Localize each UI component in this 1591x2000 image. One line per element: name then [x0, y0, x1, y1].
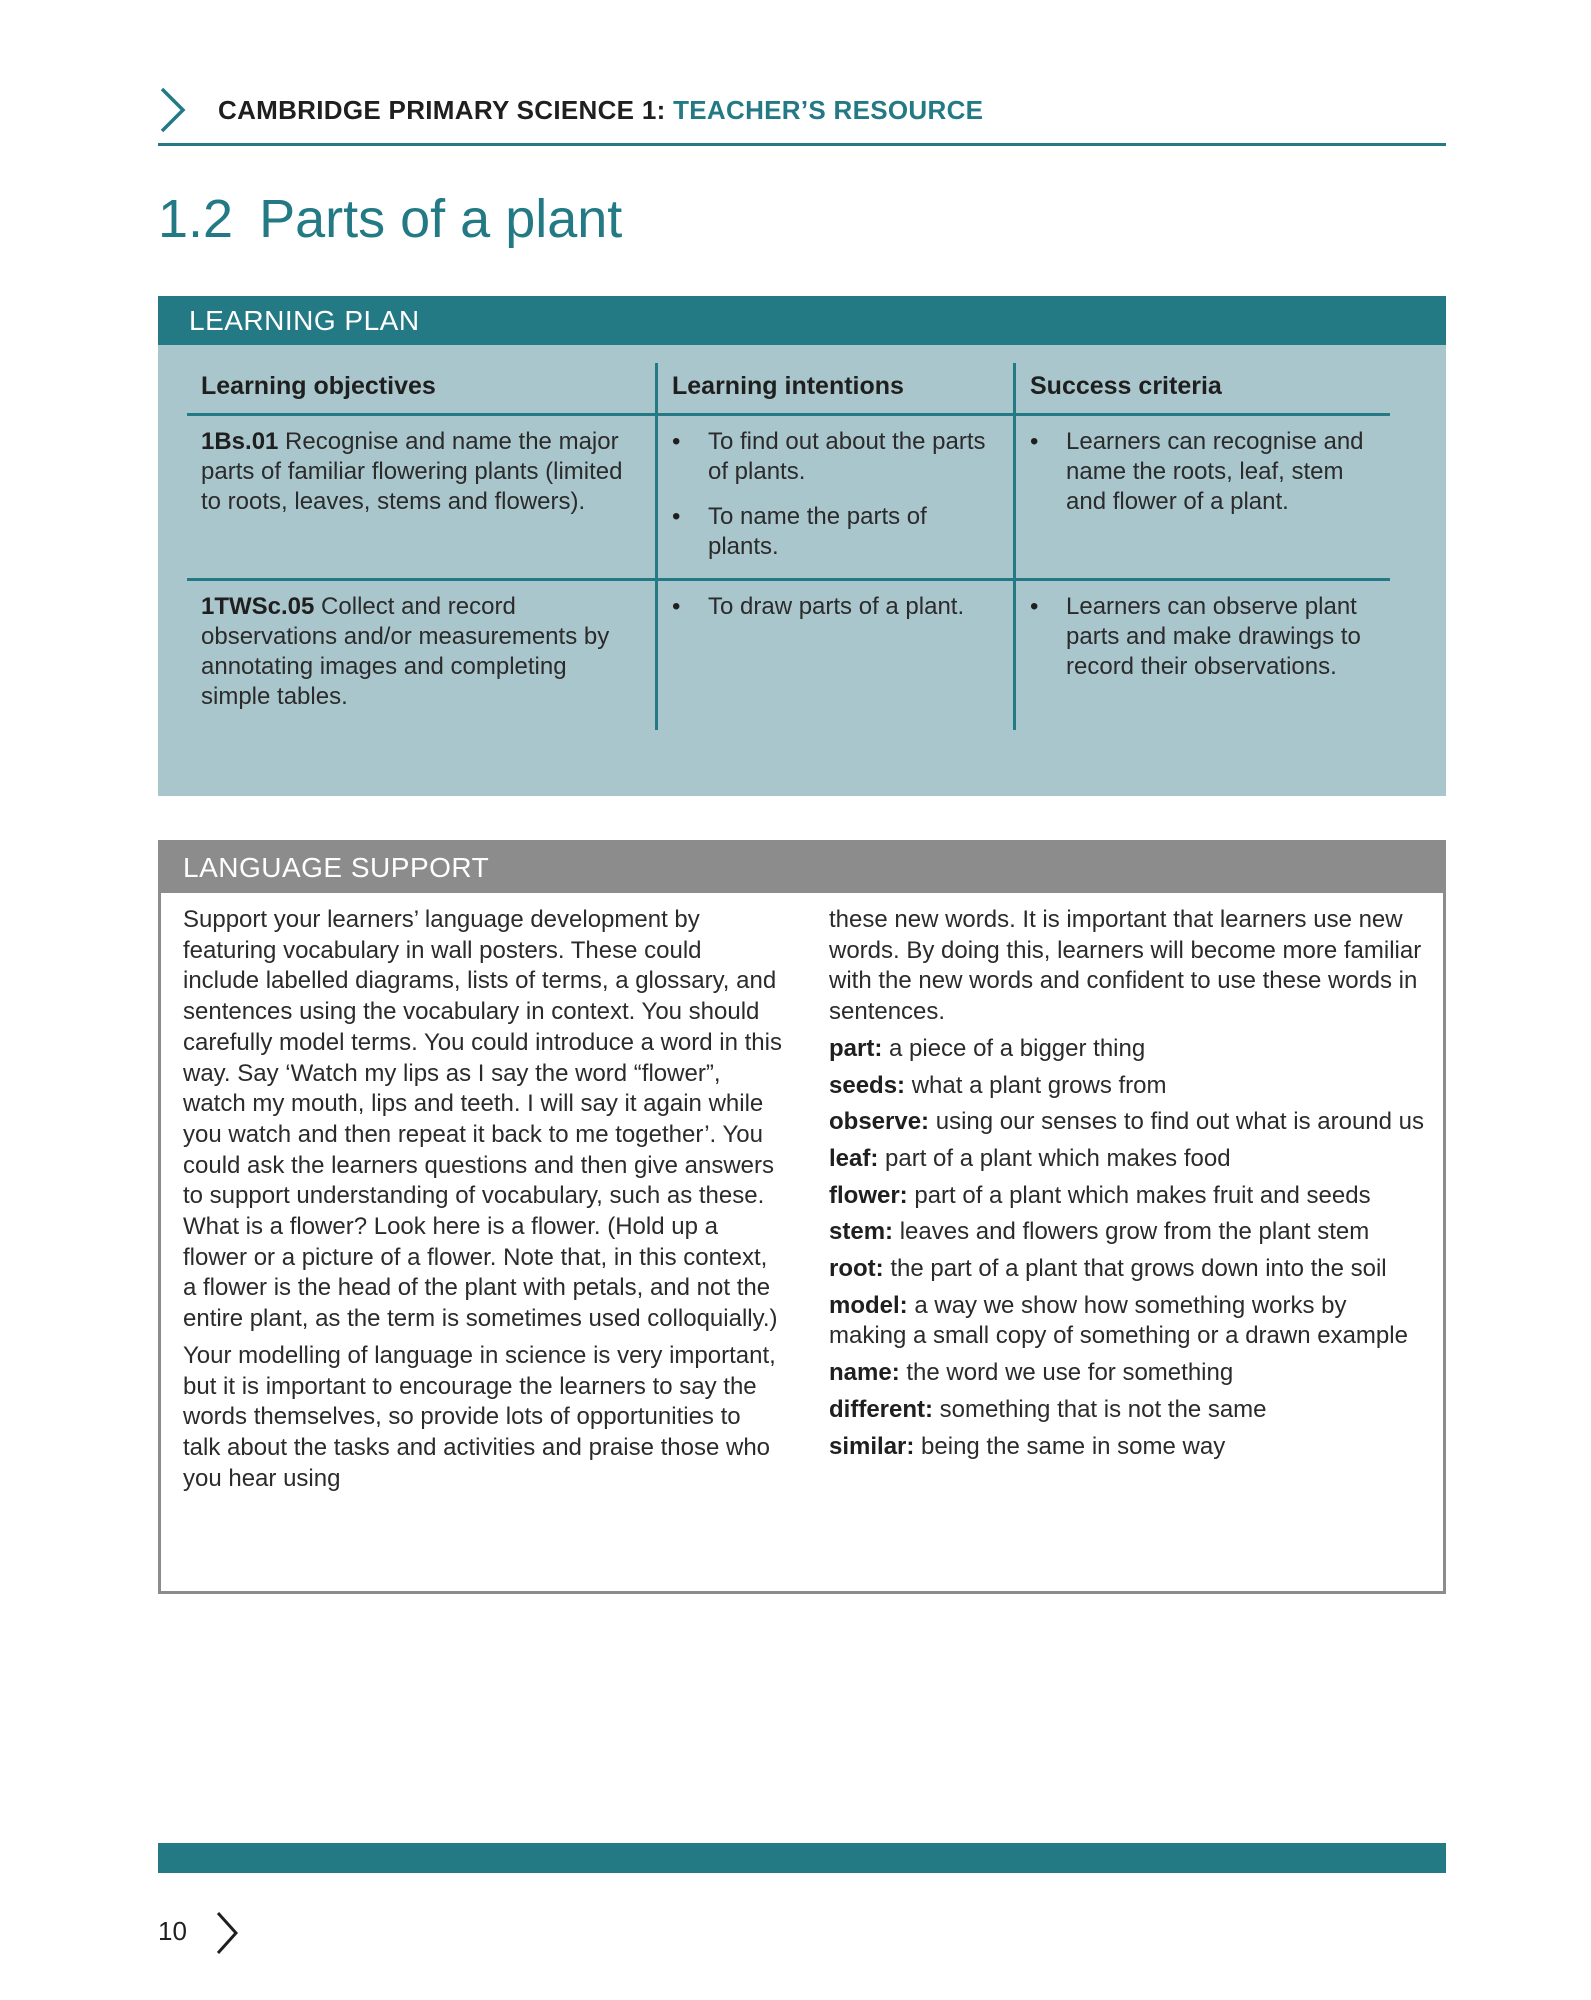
resource-label: TEACHER’S RESOURCE	[673, 95, 984, 125]
glossary-entry	[829, 1217, 1429, 1248]
objective-code: 1Bs.01	[201, 428, 279, 455]
table-row	[187, 580, 1390, 731]
glossary-entry	[829, 1071, 1429, 1102]
list-item: • Learners can recognise and name the roots, leaf, stem and flower of a plant.	[1030, 427, 1376, 517]
chevron-right-icon	[158, 86, 188, 134]
running-header	[158, 86, 1446, 146]
footer-bar	[158, 1843, 1446, 1873]
header-separator: :	[656, 95, 674, 125]
glossary-term: part:	[829, 1034, 883, 1062]
glossary-term: observe:	[829, 1108, 930, 1136]
language-support-right-column	[829, 905, 1429, 1468]
glossary-term: root:	[829, 1255, 884, 1283]
glossary-term: stem:	[829, 1218, 894, 1246]
language-support-heading: LANGUAGE SUPPORT	[161, 843, 1443, 893]
list-item: • Learners can observe plant parts and make drawings to record their observations.	[1030, 592, 1376, 682]
glossary-entry	[829, 1254, 1429, 1285]
language-support-box	[158, 840, 1446, 1594]
chevron-right-icon	[214, 1910, 240, 1956]
glossary-definition: what a plant grows from	[905, 1071, 1167, 1099]
glossary-definition: a piece of a bigger thing	[882, 1034, 1146, 1062]
objective-code: 1TWSc.05	[201, 593, 315, 620]
glossary-term: name:	[829, 1359, 900, 1387]
objective-cell	[187, 415, 657, 580]
column-header-objectives: Learning objectives	[187, 363, 657, 415]
glossary-definition: part of a plant which makes food	[878, 1144, 1231, 1172]
objective-cell	[187, 580, 657, 731]
section-number: 1.2	[158, 189, 234, 249]
criteria-cell	[1015, 580, 1391, 731]
glossary-definition: something that is not the same	[933, 1395, 1267, 1423]
learning-plan-heading: LEARNING PLAN	[158, 296, 1446, 345]
glossary-entry	[829, 1358, 1429, 1389]
intentions-cell	[657, 415, 1015, 580]
glossary-term: similar:	[829, 1432, 915, 1460]
glossary-entry	[829, 1432, 1429, 1463]
intentions-cell	[657, 580, 1015, 731]
column-header-criteria: Success criteria	[1015, 363, 1391, 415]
criteria-list	[1030, 592, 1376, 682]
glossary-definition: the word we use for something	[899, 1359, 1234, 1387]
objective-text: Recognise and name the major parts of familiar flowering plants (limited to roots, leaves, stems and flowers).	[201, 428, 623, 515]
glossary-term: flower:	[829, 1181, 908, 1209]
glossary-definition: a way we show how something works by making a small copy of something or a drawn example	[829, 1291, 1408, 1350]
column-header-intentions: Learning intentions	[657, 363, 1015, 415]
list-item: • To draw parts of a plant.	[672, 592, 999, 622]
glossary-term: leaf:	[829, 1144, 879, 1172]
intentions-list	[672, 592, 999, 622]
glossary-definition: being the same in some way	[914, 1432, 1226, 1460]
glossary-entry	[829, 1291, 1429, 1352]
intentions-list	[672, 427, 999, 562]
objective-text: Collect and record observations and/or measurements by annotating images and completing simple tables.	[201, 593, 610, 710]
learning-plan-box	[158, 296, 1446, 796]
glossary-entry	[829, 1181, 1429, 1212]
glossary-entry	[829, 1395, 1429, 1426]
criteria-list	[1030, 427, 1376, 517]
support-paragraph: Your modelling of language in science is very important, but it is important to encourage the learners to say the words themselves, so provide lots of opportunities to talk about the tasks and activities and praise those who you hear using	[183, 1341, 776, 1492]
glossary-term: model:	[829, 1291, 908, 1319]
glossary-definition: leaves and flowers grow from the plant stem	[893, 1218, 1370, 1246]
support-paragraph: these new words. It is important that learners use new words. By doing this, learners will become more familiar with the new words and confident to use these words in sentences.	[829, 906, 1422, 1026]
support-paragraph: Support your learners’ language development by featuring vocabulary in wall posters. These could include labelled diagrams, lists of terms, a glossary, and sentences using the vocabulary in context. You should carefully model terms. You could introduce a word in this way. Say ‘Watch my lips as I say the word “flower”, watch my mouth, lips and teeth. I will say it again while you watch and then repeat it back to me together’. You could ask the learners questions and then give answers to support understanding of vocabulary, such as these. What is a flower? Look here is a flower. (Hold up a flower or a picture of a flower. Note that, in this context, a flower is the head of the plant with petals, and not the entire plant, as the term is sometimes used colloquially.)	[183, 906, 782, 1333]
table-header-row	[187, 363, 1390, 415]
header-text	[218, 95, 983, 126]
list-item: • To find out about the parts of plants.	[672, 427, 999, 487]
language-support-left-column	[183, 905, 783, 1500]
glossary-definition: using our senses to find out what is around us	[929, 1108, 1425, 1136]
section-title	[158, 188, 622, 250]
glossary-term: seeds:	[829, 1071, 906, 1099]
glossary-term: different:	[829, 1395, 933, 1423]
glossary-entry	[829, 1034, 1429, 1065]
glossary-definition: part of a plant which makes fruit and seeds	[907, 1181, 1371, 1209]
learning-plan-table	[187, 363, 1390, 730]
list-item: • To name the parts of plants.	[672, 502, 999, 562]
section-title-text: Parts of a plant	[259, 189, 623, 249]
glossary-definition: the part of a plant that grows down into the soil	[883, 1255, 1387, 1283]
criteria-cell	[1015, 415, 1391, 580]
glossary-entry	[829, 1107, 1429, 1138]
page-number: 10	[158, 1916, 187, 1946]
glossary-entry	[829, 1144, 1429, 1175]
book-title: CAMBRIDGE PRIMARY SCIENCE 1	[218, 95, 657, 125]
table-row	[187, 415, 1390, 580]
